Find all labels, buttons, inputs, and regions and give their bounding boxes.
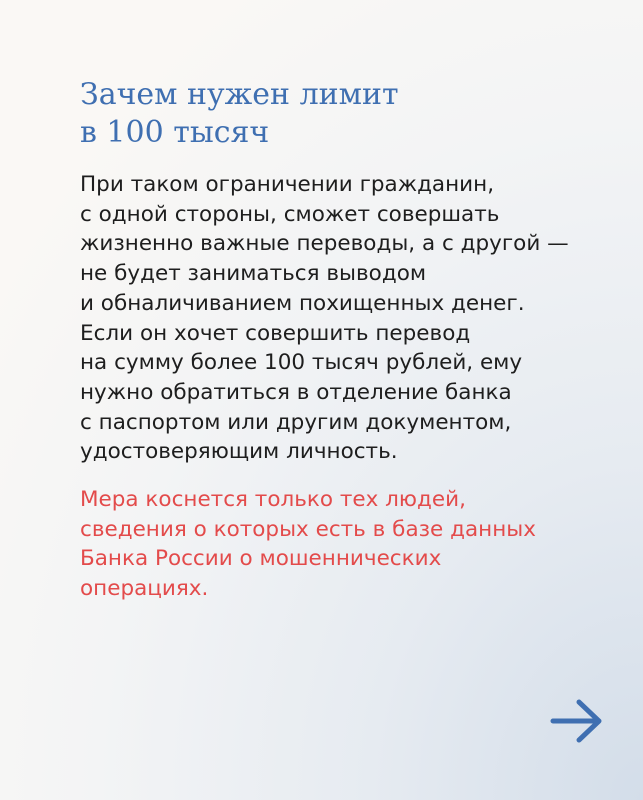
body-paragraph	[80, 170, 620, 467]
title-line: в 100 тысяч	[80, 115, 270, 150]
body-line: с одной стороны, сможет совершать	[80, 201, 500, 227]
next-slide-button[interactable]	[550, 698, 604, 744]
note-line: Банка России о мошеннических	[80, 546, 442, 572]
body-line: и обналичиванием похищенных денег.	[80, 290, 525, 316]
note-line: сведения о которых есть в базе данных	[80, 516, 536, 542]
content-card	[80, 76, 620, 604]
arrow-right-icon	[550, 698, 604, 744]
body-line: жизненно важные переводы, а с другой —	[80, 231, 569, 257]
body-line: Если он хочет совершить перевод	[80, 320, 471, 346]
body-line: на сумму более 100 тысяч рублей, ему	[80, 350, 523, 376]
body-line: с паспортом или другим документом,	[80, 409, 512, 435]
body-line: нужно обратиться в отделение банка	[80, 379, 512, 405]
body-line: не будет заниматься выводом	[80, 261, 427, 287]
highlight-note	[80, 485, 620, 604]
note-line: Мера коснется только тех людей,	[80, 487, 466, 513]
body-line: При таком ограничении гражданин,	[80, 172, 495, 197]
title-line: Зачем нужен лимит	[80, 77, 399, 112]
page-title	[80, 76, 620, 152]
body-line: удостоверяющим личность.	[80, 439, 398, 465]
note-line: операциях.	[80, 576, 209, 602]
